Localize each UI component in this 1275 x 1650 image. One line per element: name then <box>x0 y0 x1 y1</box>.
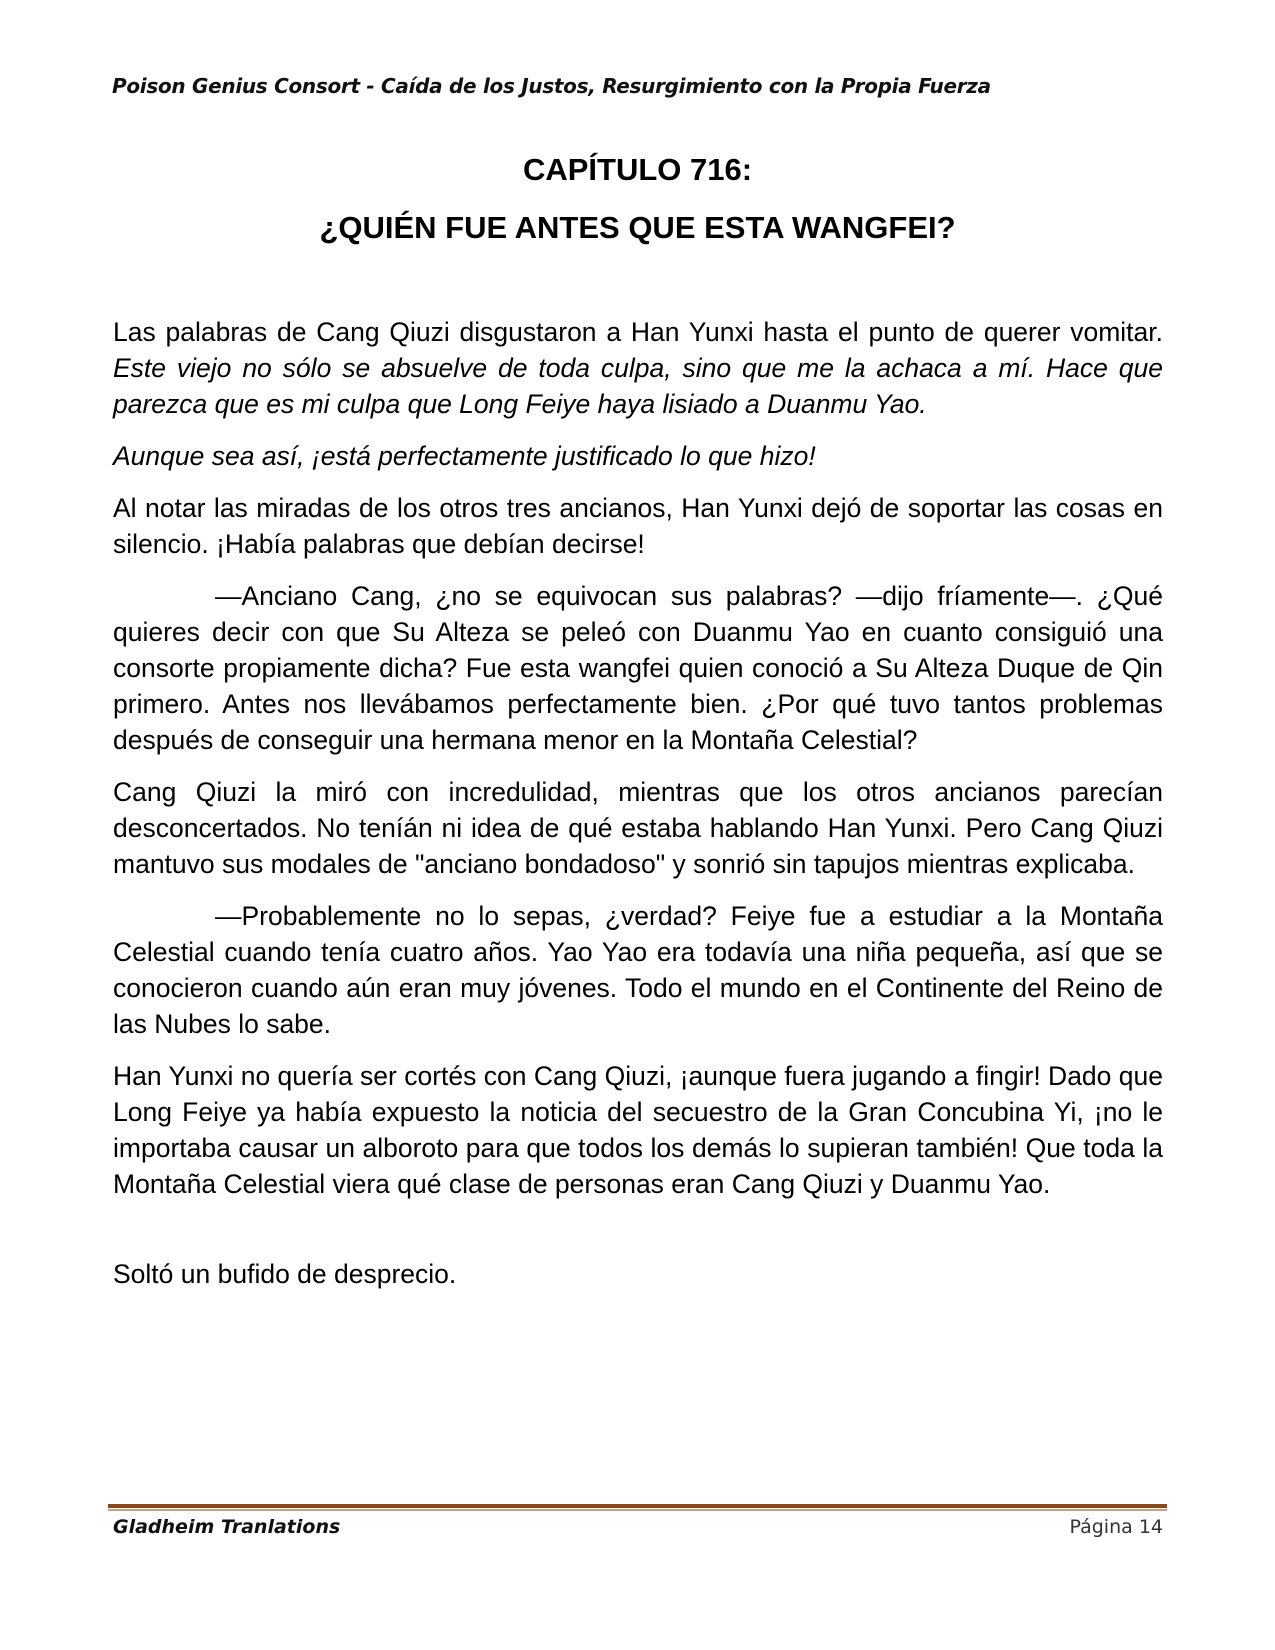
page-label: Página <box>1069 1516 1133 1538</box>
chapter-title: ¿QUIÉN FUE ANTES QUE ESTA WANGFEI? <box>319 210 956 245</box>
running-header: Poison Genius Consort - Caída de los Justos, Resurgimiento con la Propia Fuerza <box>112 74 991 98</box>
footer-divider <box>108 1504 1167 1512</box>
footer-divider-thick <box>108 1504 1167 1508</box>
paragraph-7: Han Yunxi no quería ser cortés con Cang Qiuzi, ¡aunque fuera jugando a fingir! Dado que Long Feiye ya había expuesto la noticia del secuestro de la Gran Concubina Yi, ¡no le importaba causar un alboroto para que todos los demás lo supieran también! Que toda la Montaña Celestial viera qué clase de personas eran Cang Qiuzi y Duanmu Yao. <box>113 1061 1163 1199</box>
paragraph-2: Aunque sea así, ¡está perfectamente justificado lo que hizo! <box>113 441 816 471</box>
paragraph-6: —Probablemente no lo sepas, ¿verdad? Feiye fue a estudiar a la Montaña Celestial cuando tenía cuatro años. Yao Yao era todavía una niña pequeña, así que se conocieron cuando aún eran muy jóvenes. Todo el mundo en el Continente del Reino de las Nubes lo sabe. <box>113 901 1163 1039</box>
paragraph-1-text: Las palabras de Cang Qiuzi disgustaron a Han Yunxi hasta el punto de querer vomitar. <box>113 317 1163 347</box>
page-number: 14 <box>1138 1516 1163 1538</box>
footer-credit: Gladheim Tranlations <box>113 1516 341 1538</box>
chapter-number: CAPÍTULO 716: <box>522 152 753 187</box>
paragraph-5: Cang Qiuzi la miró con incredulidad, mientras que los otros ancianos parecían desconcertados. No teníán ni idea de qué estaba hablando Han Yunxi. Pero Cang Qiuzi mantuvo sus modales de "anciano bondadoso" y sonrió sin tapujos mientras explicaba. <box>113 777 1163 879</box>
paragraph-1 <box>113 314 1163 422</box>
paragraph-4: —Anciano Cang, ¿no se equivocan sus palabras? —dijo fríamente—. ¿Qué quieres decir con que Su Alteza se peleó con Duanmu Yao en cuanto consiguió una consorte propiamente dicha? Fue esta wangfei quien conoció a Su Alteza Duque de Qin primero. Antes nos llevábamos perfectamente bien. ¿Por qué tuvo tantos problemas después de conseguir una hermana menor en la Montaña Celestial? <box>113 581 1163 755</box>
paragraph-1-thought: Este viejo no sólo se absuelve de toda culpa, sino que me la achaca a mí. Hace que parezca que es mi culpa que Long Feiye haya lisiado a Duanmu Yao. <box>113 353 1163 419</box>
paragraph-8: Soltó un bufido de desprecio. <box>113 1259 457 1289</box>
footer-divider-thin <box>108 1509 1167 1511</box>
chapter-body <box>113 314 1163 1308</box>
paragraph-3: Al notar las miradas de los otros tres ancianos, Han Yunxi dejó de soportar las cosas en silencio. ¡Había palabras que debían decirse! <box>113 493 1163 559</box>
page-indicator <box>1069 1516 1163 1538</box>
